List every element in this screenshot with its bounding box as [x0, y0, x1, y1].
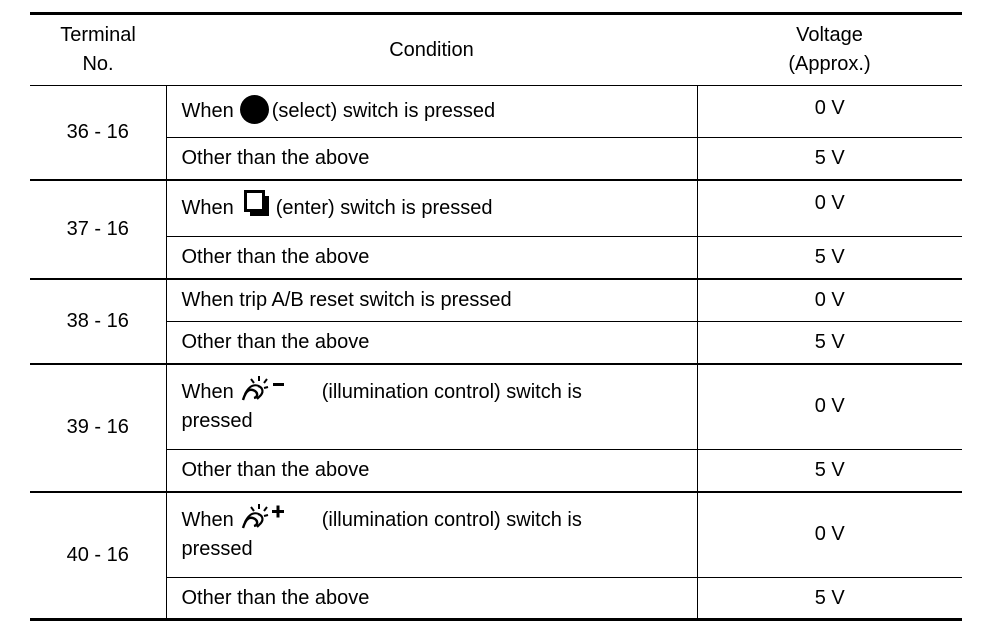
- terminal-cell: 40 - 16: [30, 492, 166, 620]
- condition-suffix: (select) switch is pressed: [271, 99, 496, 122]
- voltage-cell: 5 V: [697, 578, 962, 620]
- condition-suffix: (illumination control) switch is: [321, 380, 582, 403]
- header-condition: Condition: [166, 14, 697, 86]
- table-row: [30, 492, 962, 578]
- header-terminal-no: [30, 14, 166, 86]
- table-row: [30, 279, 962, 322]
- terminal-cell: 37 - 16: [30, 180, 166, 279]
- table-row: [30, 578, 962, 620]
- table-header-row: [30, 14, 962, 86]
- condition-suffix: (illumination control) switch is: [321, 508, 582, 531]
- voltage-cell: 5 V: [697, 322, 962, 364]
- terminal-cell: 38 - 16: [30, 279, 166, 364]
- terminal-cell: 36 - 16: [30, 86, 166, 180]
- header-voltage-line1: Voltage: [796, 24, 863, 46]
- table-row: [30, 450, 962, 492]
- header-voltage: [697, 14, 962, 86]
- table-row: [30, 86, 962, 138]
- condition-cell: Other than the above: [166, 138, 697, 180]
- header-terminal-line2: No.: [82, 53, 114, 75]
- voltage-cell: 0 V: [697, 180, 962, 237]
- condition-line2: pressed: [181, 537, 253, 560]
- table-row: [30, 237, 962, 279]
- voltage-cell: 5 V: [697, 138, 962, 180]
- condition-cell: [166, 364, 697, 450]
- header-terminal-line1: Terminal: [60, 24, 136, 46]
- table-row: [30, 138, 962, 180]
- enter-switch-icon: [244, 190, 270, 218]
- condition-prefix: When: [181, 196, 234, 219]
- voltage-cell: 5 V: [697, 450, 962, 492]
- illumination-down-icon: [240, 374, 286, 402]
- voltage-cell: 0 V: [697, 279, 962, 322]
- condition-suffix: (enter) switch is pressed: [275, 196, 493, 219]
- condition-cell: Other than the above: [166, 322, 697, 364]
- condition-line2: pressed: [181, 409, 253, 432]
- table-row: [30, 364, 962, 450]
- condition-prefix: When: [181, 508, 234, 531]
- voltage-cell: 5 V: [697, 237, 962, 279]
- condition-cell: Other than the above: [166, 237, 697, 279]
- voltage-cell: 0 V: [697, 86, 962, 138]
- condition-prefix: When: [181, 99, 234, 122]
- condition-cell: Other than the above: [166, 578, 697, 620]
- condition-prefix: When: [181, 380, 234, 403]
- condition-cell: [166, 86, 697, 138]
- voltage-cell: 0 V: [697, 364, 962, 450]
- condition-cell: When trip A/B reset switch is pressed: [166, 279, 697, 322]
- select-switch-icon: [240, 95, 269, 124]
- illumination-up-icon: [240, 502, 286, 530]
- condition-cell: [166, 492, 697, 578]
- terminal-voltage-table: [30, 12, 962, 621]
- header-voltage-line2: (Approx.): [788, 53, 871, 75]
- voltage-cell: 0 V: [697, 492, 962, 578]
- table-row: [30, 180, 962, 237]
- condition-cell: Other than the above: [166, 450, 697, 492]
- terminal-cell: 39 - 16: [30, 364, 166, 492]
- condition-cell: [166, 180, 697, 237]
- table-row: [30, 322, 962, 364]
